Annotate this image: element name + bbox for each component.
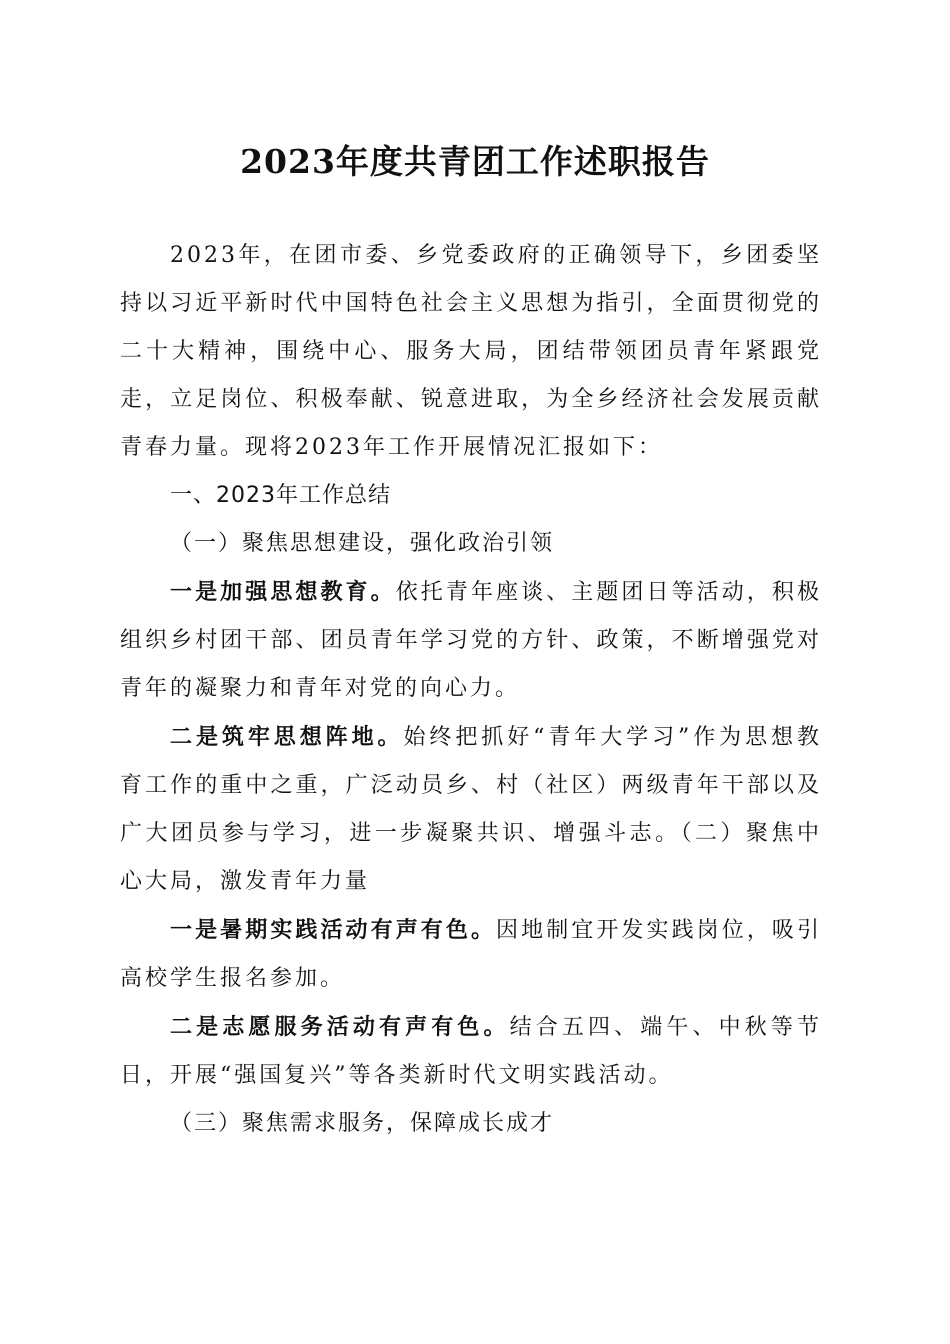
item-paragraph [120, 713, 822, 906]
item-lead: 二是筑牢思想阵地。 [170, 724, 404, 750]
document-title: 2023年度共青团工作述职报告 [240, 142, 710, 181]
item-lead: 二是志愿服务活动有声有色。 [170, 1014, 510, 1040]
intro-paragraph: 2023年，在团市委、乡党委政府的正确领导下，乡团委坚持以习近平新时代中国特色社会主义思想为指引，全面贯彻党的二十大精神，围绕中心、服务大局，团结带领团员青年紧跟党走，立足岗位、积极奉献、锐意进取，为全乡经济社会发展贡献青春力量。现将2023年工作开展情况汇报如下： [120, 243, 822, 460]
item-paragraph [120, 568, 822, 713]
item-paragraph [120, 1003, 822, 1100]
item-lead: 一是加强思想教育。 [170, 579, 396, 605]
document-body [120, 232, 822, 1148]
subsection-heading-service: （三）聚焦需求服务，保障成长成才 [170, 1111, 555, 1136]
section-heading-summary: 一、2023年工作总结 [170, 483, 391, 508]
item-text: 始终把抓好“青年大学习”作为思想教育工作的重中之重，广泛动员乡、村（社区）两级青年干部以及广大团员参与学习，进一步凝聚共识、增强斗志。 [120, 725, 822, 846]
subsection-heading-center: （二）聚焦中心大局，激发青年力量 [120, 821, 822, 894]
item-text: 因地制宜开发实践岗位，吸引高校学生报名参加。 [120, 918, 822, 991]
item-paragraph [120, 906, 822, 1003]
item-text: 结合五四、端午、中秋等节日，开展“强国复兴”等各类新时代文明实践活动。 [120, 1015, 822, 1088]
item-lead: 一是暑期实践活动有声有色。 [170, 917, 497, 943]
subsection-heading-thought: （一）聚焦思想建设，强化政治引领 [170, 531, 555, 556]
item-text: 依托青年座谈、主题团日等活动，积极组织乡村团干部、团员青年学习党的方针、政策，不断增强党对青年的凝聚力和青年对党的向心力。 [120, 580, 822, 701]
